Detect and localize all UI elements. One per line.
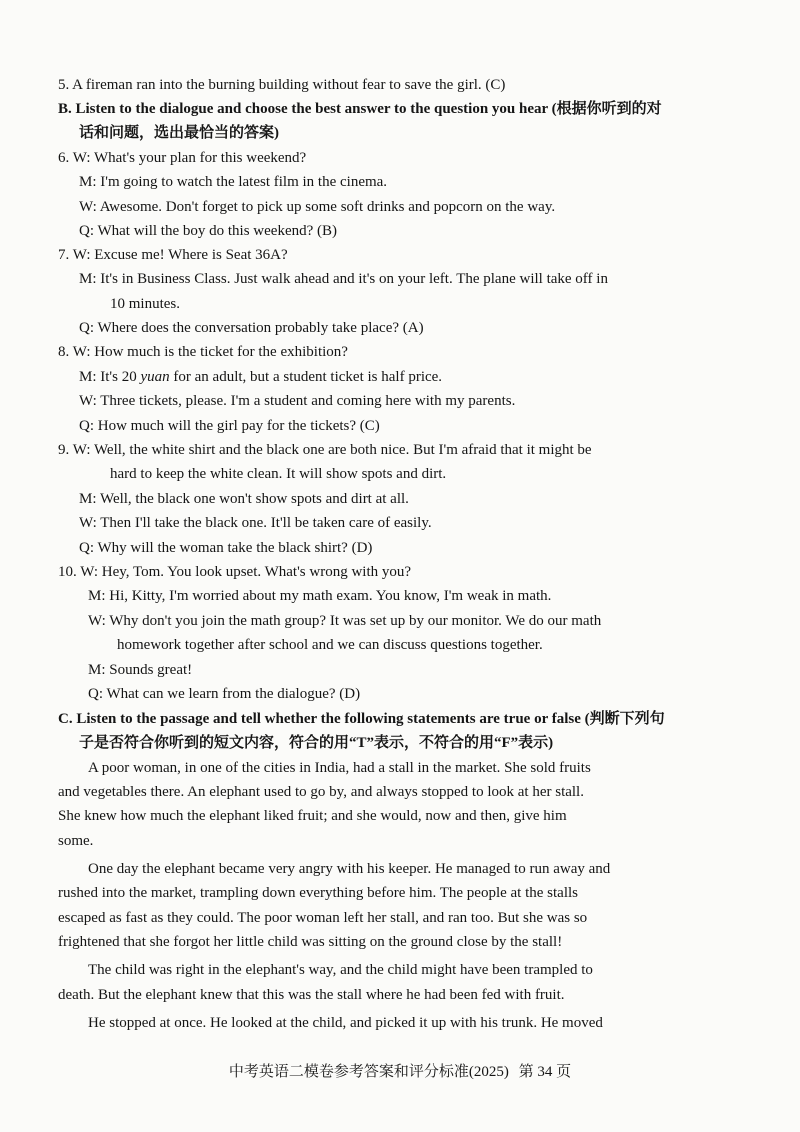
passage-p1-line1: A poor woman, in one of the cities in India, had a stall in the market. She sold fruits — [88, 760, 591, 776]
q6-question: Q: What will the boy do this weekend? (B) — [79, 223, 338, 239]
passage-p2-line2: rushed into the market, trampling down everything before him. The people at the stalls — [58, 885, 579, 901]
q6-man: M: I'm going to watch the latest film in the cinema. — [79, 174, 388, 190]
q8-woman-2: W: Three tickets, please. I'm a student and coming here with my parents. — [79, 393, 516, 409]
passage-p2-line1: One day the elephant became very angry with his keeper. He managed to run away and — [88, 861, 611, 877]
q10-question: Q: What can we learn from the dialogue? (D) — [88, 686, 361, 702]
passage-p3-line1: The child was right in the elephant's way, and the child might have been trampled to — [88, 962, 593, 978]
q6-woman: 6. W: What's your plan for this weekend? — [58, 150, 307, 166]
q8-man-text-2: for an adult, but a student ticket is half price. — [169, 369, 443, 385]
q8-question: Q: How much will the girl pay for the tickets? (C) — [79, 418, 380, 434]
q6-woman-2: W: Awesome. Don't forget to pick up some soft drinks and popcorn on the way. — [79, 199, 556, 215]
passage-p1-line2: and vegetables there. An elephant used to go by, and always stopped to look at her stall. — [58, 784, 584, 800]
q9-woman-line2: hard to keep the white clean. It will show spots and dirt. — [110, 466, 447, 482]
q9-woman-line1: 9. W: Well, the white shirt and the black one are both nice. But I'm afraid that it might be — [58, 442, 592, 458]
passage-p3-line2: death. But the elephant knew that this was the stall where he had been fed with fruit. — [58, 987, 565, 1003]
passage-p2-line3: escaped as fast as they could. The poor woman left her stall, and ran too. But she was so — [58, 910, 588, 926]
q8-woman: 8. W: How much is the ticket for the exhibition? — [58, 344, 348, 360]
q7-woman: 7. W: Excuse me! Where is Seat 36A? — [58, 247, 288, 263]
page-footer — [0, 1062, 800, 1082]
q9-man: M: Well, the black one won't show spots and dirt at all. — [79, 491, 409, 507]
q9-question: Q: Why will the woman take the black shirt? (D) — [79, 540, 373, 556]
section-b-heading-line1: B. Listen to the dialogue and choose the best answer to the question you hear (根据你听到的对 — [58, 101, 662, 117]
footer-title: 中考英语二模卷参考答案和评分标准(2025) — [228, 1064, 509, 1080]
q10-man-2: M: Sounds great! — [88, 662, 193, 678]
passage-p4-line1: He stopped at once. He looked at the child, and picked it up with his trunk. He moved — [88, 1015, 603, 1031]
passage-p1-line3: She knew how much the elephant liked fruit; and she would, now and then, give him — [58, 808, 567, 824]
q10-woman: 10. W: Hey, Tom. You look upset. What's wrong with you? — [58, 564, 412, 580]
q8-man — [0, 367, 800, 387]
footer-page-number: 第 34 页 — [518, 1064, 572, 1080]
q8-man-yuan: yuan — [140, 369, 170, 385]
q10-woman-2-line1: W: Why don't you join the math group? It was set up by our monitor. We do our math — [88, 613, 602, 629]
q7-question: Q: Where does the conversation probably take place? (A) — [79, 320, 424, 336]
q8-man-text-1: M: It's 20 — [79, 369, 141, 385]
passage-p1-line4: some. — [58, 833, 94, 849]
section-c-heading-line1: C. Listen to the passage and tell whether the following statements are true or false (判断下列句 — [58, 711, 665, 727]
section-c-heading-line2: 子是否符合你听到的短文内容，符合的用“T”表示，不符合的用“F”表示) — [79, 735, 554, 751]
passage-p2-line4: frightened that she forgot her little child was sitting on the ground close by the stall! — [58, 934, 563, 950]
q9-woman-2: W: Then I'll take the black one. It'll be taken care of easily. — [79, 515, 432, 531]
section-b-heading-line2: 话和问题，选出最恰当的答案) — [79, 125, 279, 141]
q10-man: M: Hi, Kitty, I'm worried about my math exam. You know, I'm weak in math. — [88, 588, 552, 604]
q7-man-line1: M: It's in Business Class. Just walk ahead and it's on your left. The plane will take off in — [79, 271, 608, 287]
item-5: 5. A fireman ran into the burning building without fear to save the girl. (C) — [58, 77, 506, 93]
q10-woman-2-line2: homework together after school and we can discuss questions together. — [117, 637, 543, 653]
q7-man-line2: 10 minutes. — [110, 296, 180, 312]
